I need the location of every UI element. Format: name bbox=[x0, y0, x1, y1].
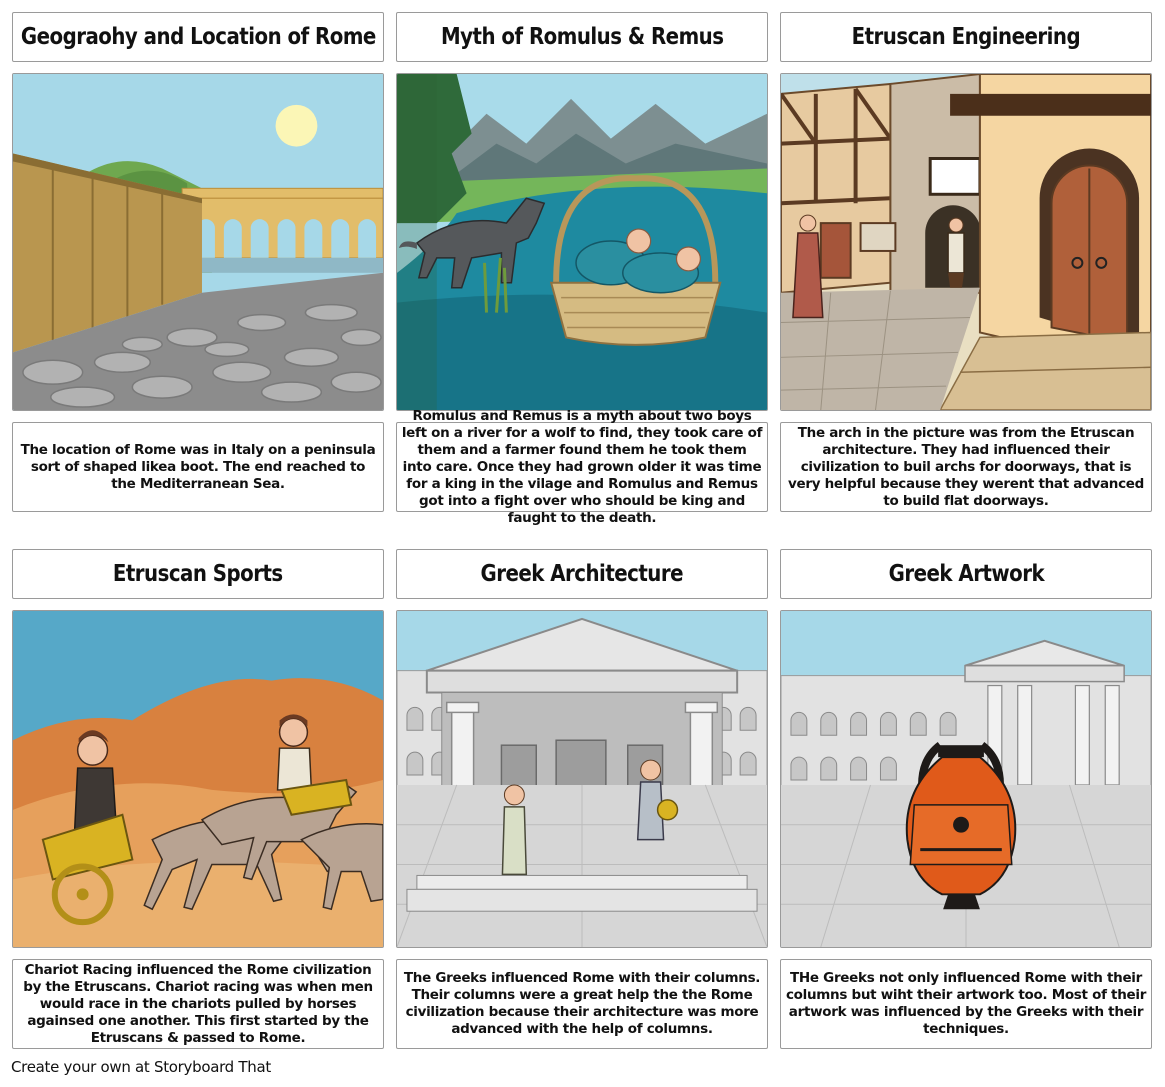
sun-icon bbox=[276, 105, 318, 147]
panel-4-caption: Chariot Racing influenced the Rome civilization by the Etruscans. Chariot racing was when men would race in the chariots pulled by horses againsed one another. This first started by the Etruscans & passed to Rome. bbox=[12, 959, 384, 1049]
panel-3-scene-etruscan-street bbox=[780, 73, 1152, 411]
panel-6-title: Greek Artwork bbox=[780, 549, 1152, 599]
panel-1-title: Geograohy and Location of Rome bbox=[12, 12, 384, 62]
panel-5-scene-greek-temple bbox=[396, 610, 768, 948]
panel-4-scene-chariot-race bbox=[12, 610, 384, 948]
panel-2-caption: Romulus and Remus is a myth about two boys left on a river for a wolf to find, they took care of them and a farmer found them he took them into care. Once they had grown older it was time for a king in the vilage and Romulus and Remus got into a fight over who should be king and faught to the death. bbox=[396, 422, 768, 512]
panel-5-title: Greek Architecture bbox=[396, 549, 768, 599]
panel-4-title: Etruscan Sports bbox=[12, 549, 384, 599]
man-figure-icon bbox=[948, 218, 964, 288]
panel-5-caption: The Greeks influenced Rome with their columns. Their columns were a great help the the Rome civilization because their architecture was more advanced with the help of columns. bbox=[396, 959, 768, 1049]
panel-1-scene-aqueduct-road bbox=[12, 73, 384, 411]
panel-6-caption: THe Greeks not only influenced Rome with their columns but wiht their artwork too. Most of their artwork was influenced by the Greeks with their techniques. bbox=[780, 959, 1152, 1049]
greek-woman-figure-icon bbox=[502, 785, 526, 874]
footer-attribution[interactable]: Create your own at Storyboard That bbox=[11, 1058, 271, 1076]
panel-1-caption: The location of Rome was in Italy on a peninsula sort of shaped likea boot. The end reached to the Mediterranean Sea. bbox=[12, 422, 384, 512]
panel-2-scene-river-basket bbox=[396, 73, 768, 411]
panel-3-caption: The arch in the picture was from the Etruscan architecture. They had influenced their civilization to buil archs for doorways, that is very helpful because they werent that advanced to build flat doorways. bbox=[780, 422, 1152, 512]
panel-2-title: Myth of Romulus & Remus bbox=[396, 12, 768, 62]
panel-6-scene-greek-amphora bbox=[780, 610, 1152, 948]
panel-3-title: Etruscan Engineering bbox=[780, 12, 1152, 62]
